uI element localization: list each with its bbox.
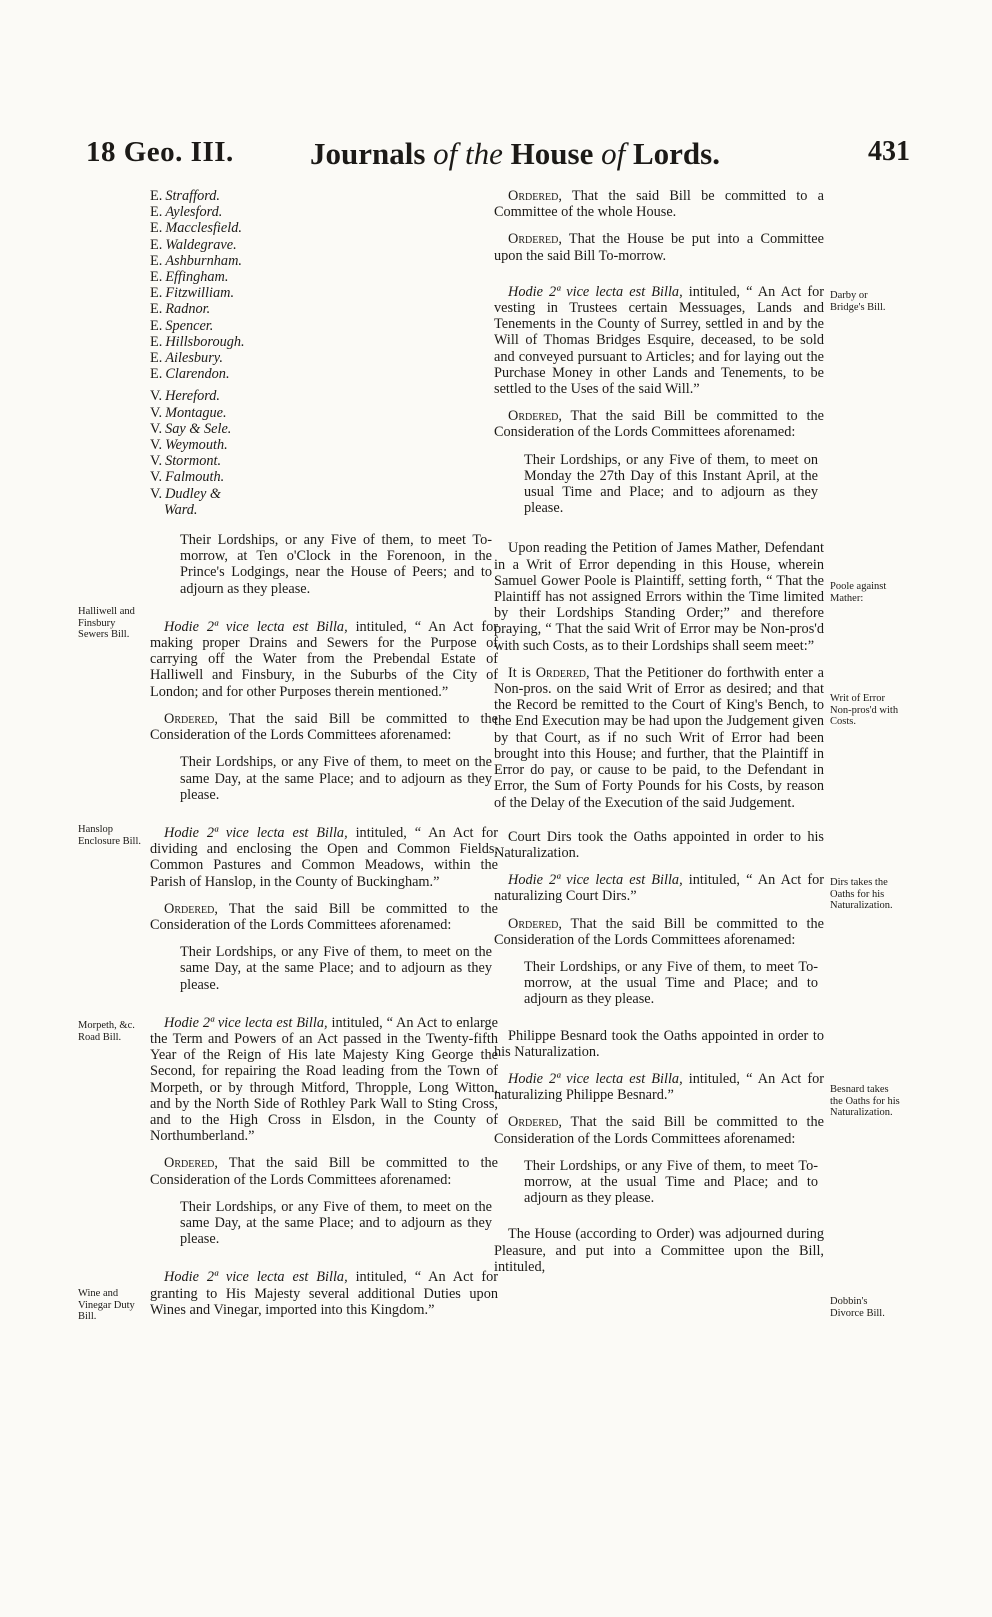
peer-item: E. Aylesford. bbox=[150, 204, 223, 221]
page-number: 431 bbox=[868, 136, 910, 167]
title-word: Lords. bbox=[632, 136, 720, 171]
peer-item: E. Ashburnham. bbox=[150, 252, 242, 269]
order-paragraph: Ordered, That the said Bill be committed to the Consideration of the Lords Committees aforenamed: bbox=[150, 1155, 498, 1188]
margin-note: Poole against Mather: bbox=[830, 581, 887, 604]
order-paragraph: Ordered, That the said Bill be committed to the Consideration of the Lords Committees aforenamed: bbox=[494, 408, 824, 441]
order-paragraph: It is Ordered, That the Petitioner do forthwith enter a Non-pros. on the said Writ of Error as desired; and that the Record be remitted to the Court of King's Bench, to the End Execution may be had upon the Judgement given by that Court, as if no such Writ of Error had been brought into this House; and further, that the Plaintiff in Error do pay, or cause to be paid, to the Defendant in Error, the Sum of Forty Pounds for his Costs, by reason of the Delay of the Execution of the said Judgement. bbox=[494, 664, 824, 811]
margin-note: Dirs takes the Oaths for his Naturalization. bbox=[830, 877, 893, 911]
peer-item: V. Hereford. bbox=[150, 388, 220, 405]
right-column bbox=[494, 188, 824, 1275]
bill-reading-paragraph: Hodie 2ª vice lecta est Billa, intituled, “ An Act for vesting in Trustees certain Messuages, Lands and Tenements in the County of Surrey, settled in and by the Will of Thomas Bridges Esquire, deceased, to be sold and conveyed pursuant to Articles; and for laying out the Purchase Money in other Lands and Tenements, to be settled to the Uses of the said Will.” bbox=[494, 283, 825, 398]
margin-note: Darby or Bridge's Bill. bbox=[830, 290, 886, 313]
meeting-paragraph: Their Lordships, or any Five of them, to meet on the same Day, at the same Place; and to adjourn as they please. bbox=[180, 754, 492, 803]
peer-item: E. Effingham. bbox=[150, 269, 229, 286]
petition-paragraph: Upon reading the Petition of James Mather, Defendant in a Writ of Error depending in this House, wherein Samuel Gower Poole is Plaintiff, setting forth, “ That the Plaintiff has not assigned Errors within the Time limited by their Lordships Standing Order;” and therefore praying, “ That the said Writ of Error may be Non-pros'd with such Costs, as to their Lordships shall seem meet:” bbox=[494, 540, 824, 654]
peer-item: E. Spencer. bbox=[150, 317, 214, 334]
order-paragraph: Ordered, That the said Bill be committed to the Consideration of the Lords Committees aforenamed: bbox=[150, 710, 498, 744]
bill-reading-paragraph: Hodie 2ª vice lecta est Billa, intituled, “ An Act for making proper Drains and Sewers for the Purpose of carrying off the Water from the Prebendal Estate of Halliwell and Finsbury, in the Suburbs of the City of London; and for other Purposes therein mentioned.” bbox=[150, 618, 499, 700]
margin-note: Halliwell and Finsbury Sewers Bill. bbox=[78, 606, 135, 640]
peer-item: V. Stormont. bbox=[150, 453, 222, 470]
oath-paragraph: Philippe Besnard took the Oaths appointed in order to his Naturalization. bbox=[494, 1027, 824, 1060]
peer-item: V. Falmouth. bbox=[150, 469, 225, 486]
meeting-paragraph: Their Lordships, or any Five of them, to meet To-morrow, at the usual Time and Place; and to adjourn as they please. bbox=[524, 958, 818, 1008]
margin-note: Dobbin's Divorce Bill. bbox=[830, 1296, 885, 1319]
title-word: the bbox=[465, 136, 503, 171]
peer-item: V. Say & Sele. bbox=[150, 420, 232, 437]
peer-item: E. Clarendon. bbox=[150, 366, 230, 383]
meeting-paragraph: Their Lordships, or any Five of them, to meet To-morrow, at the usual Time and Place; and to adjourn as they please. bbox=[524, 1157, 818, 1207]
order-paragraph: Ordered, That the said Bill be committed to a Committee of the whole House. bbox=[494, 188, 824, 221]
order-paragraph: Ordered, That the said Bill be committed to the Consideration of the Lords Committees aforenamed: bbox=[494, 1114, 824, 1147]
peer-item: E. Waldegrave. bbox=[150, 236, 237, 253]
peer-item: E. Macclesfield. bbox=[150, 220, 242, 237]
order-paragraph: Ordered, That the House be put into a Committee upon the said Bill To-morrow. bbox=[494, 231, 824, 264]
peer-item: E. Fitzwilliam. bbox=[150, 285, 235, 302]
meeting-paragraph: Their Lordships, or any Five of them, to meet on the same Day, at the same Place; and to adjourn as they please. bbox=[180, 944, 492, 993]
peer-item: V. Montague. bbox=[150, 404, 227, 421]
meeting-paragraph: Their Lordships, or any Five of them, to meet on Monday the 27th Day of this Instant April, at the usual Time and Place; and to adjourn as they please. bbox=[524, 451, 818, 517]
title-word: Journals bbox=[310, 136, 426, 171]
peer-list-earls bbox=[150, 188, 498, 382]
peer-item-continuation: Ward. bbox=[164, 501, 198, 518]
peer-item: V. Dudley & bbox=[150, 485, 222, 502]
left-column bbox=[150, 188, 498, 1318]
peer-item: E. Hillsborough. bbox=[150, 333, 245, 350]
peer-item: E. Radnor. bbox=[150, 301, 211, 318]
peer-list-viscounts bbox=[150, 388, 498, 518]
peer-item: E. Ailesbury. bbox=[150, 350, 223, 367]
regnal-year: 18 Geo. III. bbox=[86, 136, 234, 168]
margin-note: Hanslop Enclosure Bill. bbox=[78, 824, 141, 847]
meeting-paragraph: Their Lordships, or any Five of them, to meet on the same Day, at the same Place; and to adjourn as they please. bbox=[180, 1198, 492, 1248]
meeting-paragraph: Their Lordships, or any Five of them, to meet To-morrow, at Ten o'Clock in the Forenoon, in the Prince's Lodgings, near the House of Peers; and to adjourn as they please. bbox=[180, 532, 492, 597]
committee-paragraph: The House (according to Order) was adjourned during Pleasure, and put into a Committee upon the Bill, intituled, bbox=[494, 1226, 824, 1275]
title-word: House bbox=[510, 136, 594, 171]
margin-note: Morpeth, &c. Road Bill. bbox=[78, 1020, 135, 1043]
oath-paragraph: Court Dirs took the Oaths appointed in order to his Naturalization. bbox=[494, 828, 824, 861]
margin-note: Writ of Error Non-pros'd with Costs. bbox=[830, 693, 899, 727]
margin-note: Besnard takes the Oaths for his Naturalization. bbox=[830, 1084, 900, 1118]
peer-item: V. Weymouth. bbox=[150, 437, 228, 454]
order-paragraph: Ordered, That the said Bill be committed to the Consideration of the Lords Committees aforenamed: bbox=[494, 915, 824, 948]
bill-reading-paragraph: Hodie 2ª vice lecta est Billa, intituled, “ An Act for dividing and enclosing the Open and Common Fields, Common Pastures and Common Meadows, within the Parish of Hanslop, in the County of Buckingham.” bbox=[150, 824, 499, 890]
title-word: of bbox=[601, 136, 626, 171]
bill-reading-paragraph: Hodie 2ª vice lecta est Billa, intituled, “ An Act for naturalizing Philippe Besnard.” bbox=[494, 1070, 825, 1104]
bill-reading-paragraph: Hodie 2ª vice lecta est Billa, intituled, “ An Act for granting to His Majesty several additional Duties upon Wines and Vinegar, imported into this Kingdom.” bbox=[150, 1269, 499, 1318]
order-paragraph: Ordered, That the said Bill be committed to the Consideration of the Lords Committees aforenamed: bbox=[150, 900, 498, 933]
peer-item: E. Strafford. bbox=[150, 188, 220, 204]
margin-note: Wine and Vinegar Duty Bill. bbox=[78, 1288, 135, 1322]
running-title bbox=[310, 136, 720, 172]
title-word: of bbox=[433, 136, 458, 171]
bill-reading-paragraph: Hodie 2ª vice lecta est Billa, intituled, “ An Act to enlarge the Term and Powers of an Act passed in the Twenty-fifth Year of the Reign of His late Majesty King George the Second, for repairing the Road leading from the Town of Morpeth, or by through Mitford, Thropple, Long Witton, and by the North Side of Rothley Park Wall to Sting Cross, and to the High Cross in Elsdon, in the County of Northumberland.” bbox=[150, 1014, 499, 1145]
bill-reading-paragraph: Hodie 2ª vice lecta est Billa, intituled, “ An Act for naturalizing Court Dirs.” bbox=[494, 872, 825, 905]
